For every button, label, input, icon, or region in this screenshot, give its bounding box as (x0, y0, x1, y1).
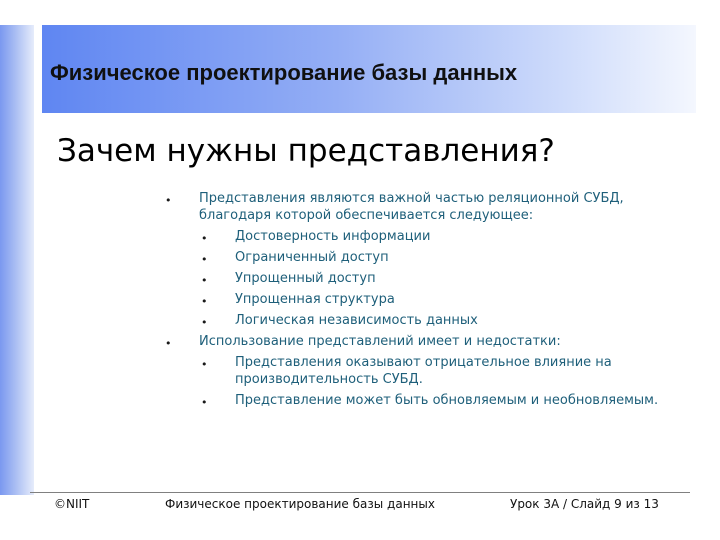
bullet-text: Представление может быть обновляемым и необновляемым. (235, 393, 659, 408)
bullet-item (165, 312, 665, 329)
bullet-icon: • (201, 358, 208, 371)
bullet-text: Представления оказывают отрицательное влияние на производительность СУБД. (235, 355, 612, 387)
bullet-text: Достоверность информации (235, 229, 431, 244)
bullet-text: Упрощенная структура (235, 292, 395, 307)
bullet-text: Использование представлений имеет и недостатки: (199, 334, 561, 349)
bullet-icon: • (165, 337, 172, 350)
footer-copyright: ©NIIT (54, 497, 90, 511)
slide-heading: Зачем нужны представления? (57, 133, 555, 169)
bullet-item (165, 333, 665, 350)
bullet-item (165, 270, 665, 287)
bullet-item (165, 228, 665, 245)
footer-course-title: Физическое проектирование базы данных (165, 497, 435, 511)
header-title: Физическое проектирование базы данных (50, 60, 518, 85)
bullet-item (165, 190, 665, 224)
left-decorative-bar (0, 25, 34, 495)
bullet-text: Логическая независимость данных (235, 313, 478, 328)
bullet-item (165, 392, 665, 409)
bullet-icon: • (165, 194, 172, 207)
bullet-item (165, 249, 665, 266)
bullet-text: Ограниченный доступ (235, 250, 389, 265)
footer-divider (30, 492, 690, 493)
bullet-icon: • (201, 295, 208, 308)
bullet-icon: • (201, 232, 208, 245)
bullet-icon: • (201, 274, 208, 287)
bullet-icon: • (201, 396, 208, 409)
bullet-item (165, 354, 665, 388)
bullet-text: Представления являются важной частью реляционной СУБД, благодаря которой обеспечивается следующее: (199, 191, 624, 223)
bullet-icon: • (201, 253, 208, 266)
bullet-icon: • (201, 316, 208, 329)
bullet-item (165, 291, 665, 308)
bullet-list (165, 190, 665, 409)
footer-slide-info: Урок 3А / Слайд 9 из 13 (510, 497, 659, 511)
bullet-text: Упрощенный доступ (235, 271, 376, 286)
